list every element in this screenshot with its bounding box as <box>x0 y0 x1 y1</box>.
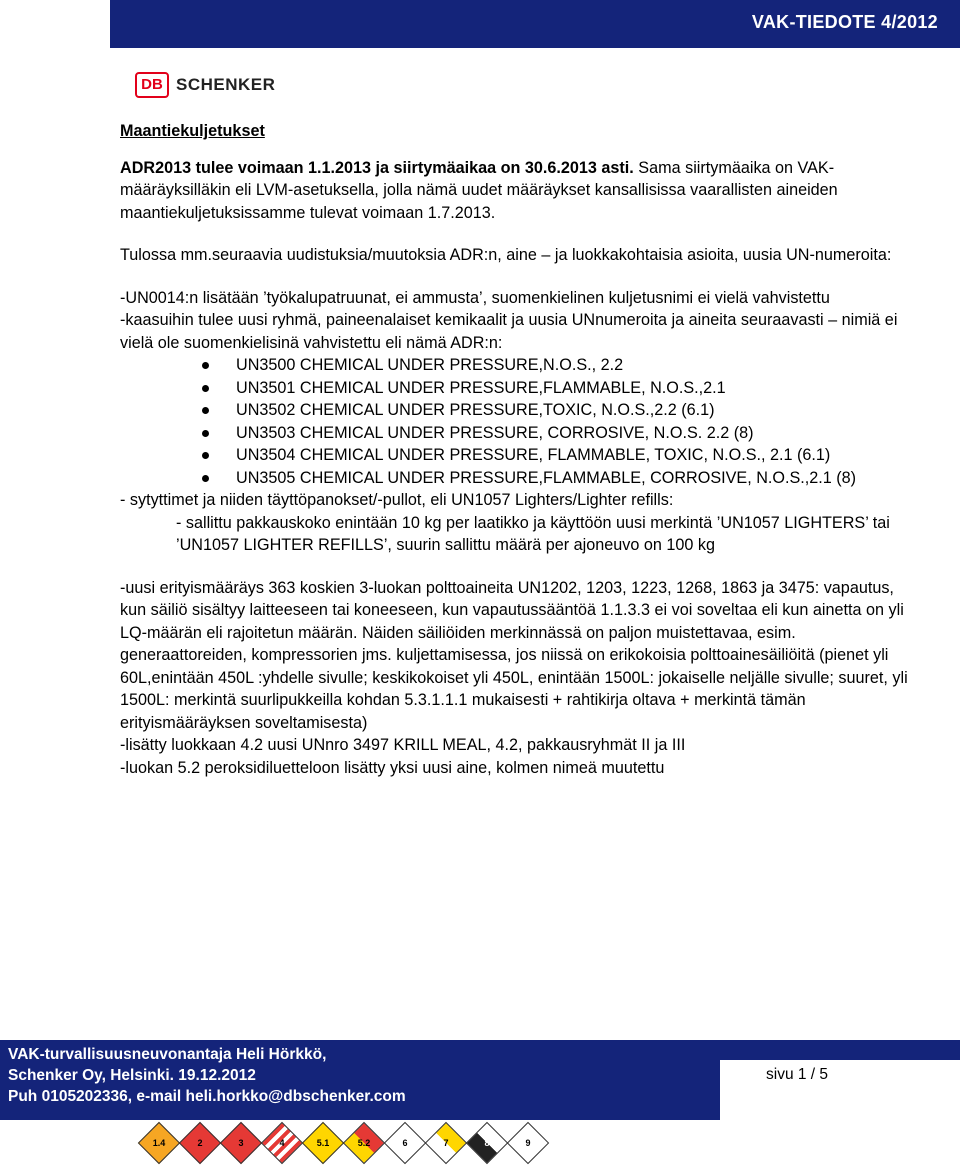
footer-line-1: VAK-turvallisuusneuvonantaja Heli Hörkkö, <box>8 1046 327 1063</box>
footer-line-3: Puh 0105202336, e-mail heli.horkko@dbschenker.com <box>8 1088 406 1105</box>
page-number: sivu 1 / 5 <box>766 1066 829 1083</box>
header-title: VAK-TIEDOTE 4/2012 <box>751 12 938 32</box>
un-number-list <box>120 354 920 489</box>
list-item: UN3500 CHEMICAL UNDER PRESSURE,N.O.S., 2.2 <box>120 354 920 377</box>
list-item: UN3502 CHEMICAL UNDER PRESSURE,TOXIC, N.O.S.,2.2 (6.1) <box>120 399 920 422</box>
paragraph-upcoming-changes: Tulossa mm.seuraavia uudistuksia/muutoksia ADR:n, aine – ja luokkakohtaisia asioita, uusia UN-numeroita: <box>120 246 892 264</box>
paragraph-lighters-detail: - sallittu pakkauskoko enintään 10 kg per laatikko ja käyttöön uusi merkintä ’UN1057 LIGHTERS’ tai ’UN1057 LIGHTER REFILLS’, suurin sallittu määrä per ajoneuvo on 100 kg <box>176 513 890 554</box>
list-item: UN3505 CHEMICAL UNDER PRESSURE,FLAMMABLE, CORROSIVE, N.O.S.,2.1 (8) <box>120 467 920 490</box>
hazard-diamond-icon: 3 <box>220 1122 262 1164</box>
schenker-logo-text: SCHENKER <box>176 75 276 94</box>
paragraph-class-5-2: -luokan 5.2 peroksidiluetteloon lisätty yksi uusi aine, kolmen nimeä muutettu <box>120 758 665 777</box>
page-number-box <box>720 1060 960 1120</box>
header-bar <box>110 0 960 48</box>
list-item: UN3504 CHEMICAL UNDER PRESSURE, FLAMMABLE, TOXIC, N.O.S., 2.1 (6.1) <box>120 444 920 467</box>
section-title: Maantiekuljetukset <box>120 122 265 140</box>
footer-bar <box>0 1040 960 1120</box>
hazard-diamond-icon: 6 <box>384 1122 426 1164</box>
document-body <box>120 120 920 779</box>
paragraph-special-provision-363: -uusi erityismääräys 363 koskien 3-luokan polttoaineita UN1202, 1203, 1223, 1268, 1863 ja 3475: vapautus, kun säiliö sisältyy laitteeseen tai koneeseen, kun vapautussääntöä 1.1.3.3 ei voi soveltaa eli kun ainetta on yli LQ-määrän eli rajoitetun määrän. Näiden säiliöiden merkinnässä on paljon muistettavaa, esim. generaattoreiden, kompressorien jms. kuljettamisessa, jos niissä on erikokoisia polttoainesäiliöitä (pienet yli 60L,enintään 450L :yhdelle sivulle; keskikokoiset yli 450L, enintään 1500L: jokaiselle neljälle sivulle; suuret, yli 1500L: merkintä suurlipukkeilla kohdan 5.3.1.1.1 mukaisesti + rahtikirja oltava + merkintä tämän erityismääräyksen soveltamisesta) <box>120 578 908 732</box>
db-schenker-logo <box>135 72 275 98</box>
intro-bold-lead: ADR2013 tulee voimaan 1.1.2013 ja siirtymäaikaa on 30.6.2013 asti. <box>120 158 634 177</box>
hazard-diamond-icon: 5.2 <box>343 1122 385 1164</box>
footer-line-2: Schenker Oy, Helsinki. 19.12.2012 <box>8 1067 256 1084</box>
paragraph-un0014: -UN0014:n lisätään ’työkalupatruunat, ei ammusta’, suomenkielinen kuljetusnimi ei vielä vahvistettu <box>120 288 830 307</box>
list-item: UN3501 CHEMICAL UNDER PRESSURE,FLAMMABLE, N.O.S.,2.1 <box>120 377 920 400</box>
hazard-diamond-icon: 1.4 <box>138 1122 180 1164</box>
paragraph-class-4-2: -lisätty luokkaan 4.2 uusi UNnro 3497 KRILL MEAL, 4.2, pakkausryhmät II ja III <box>120 736 686 754</box>
intro-paragraph <box>120 157 920 225</box>
paragraph-lighters: - sytyttimet ja niiden täyttöpanokset/-pullot, eli UN1057 Lighters/Lighter refills: <box>120 491 674 509</box>
hazard-diamond-icon: 9 <box>507 1122 549 1164</box>
hazard-label-row <box>140 1124 543 1158</box>
hazard-diamond-icon: 5.1 <box>302 1122 344 1164</box>
hazard-diamond-icon: 4 <box>261 1122 303 1164</box>
intro-rest: Sama siirtymäaika on VAK-määräyksilläkin eli LVM-asetuksella, jolla nämä uudet määräykset kansallisissa vaarallisten aineiden maantiekuljetuksissamme tulevat voimaan 1.7.2013. <box>120 158 838 222</box>
db-logo-mark: DB <box>135 72 169 98</box>
list-item: UN3503 CHEMICAL UNDER PRESSURE, CORROSIVE, N.O.S. 2.2 (8) <box>120 422 920 445</box>
footer-contact <box>8 1044 406 1107</box>
hazard-diamond-icon: 7 <box>425 1122 467 1164</box>
hazard-diamond-icon: 2 <box>179 1122 221 1164</box>
paragraph-gases: -kaasuihin tulee uusi ryhmä, paineenalaiset kemikaalit ja uusia UNnumeroita ja aineita seuraavasti – nimiä ei vielä ole suomenkielisinä vahvistettu eli nämä ADR:n: <box>120 311 898 352</box>
hazard-diamond-icon: 8 <box>466 1122 508 1164</box>
